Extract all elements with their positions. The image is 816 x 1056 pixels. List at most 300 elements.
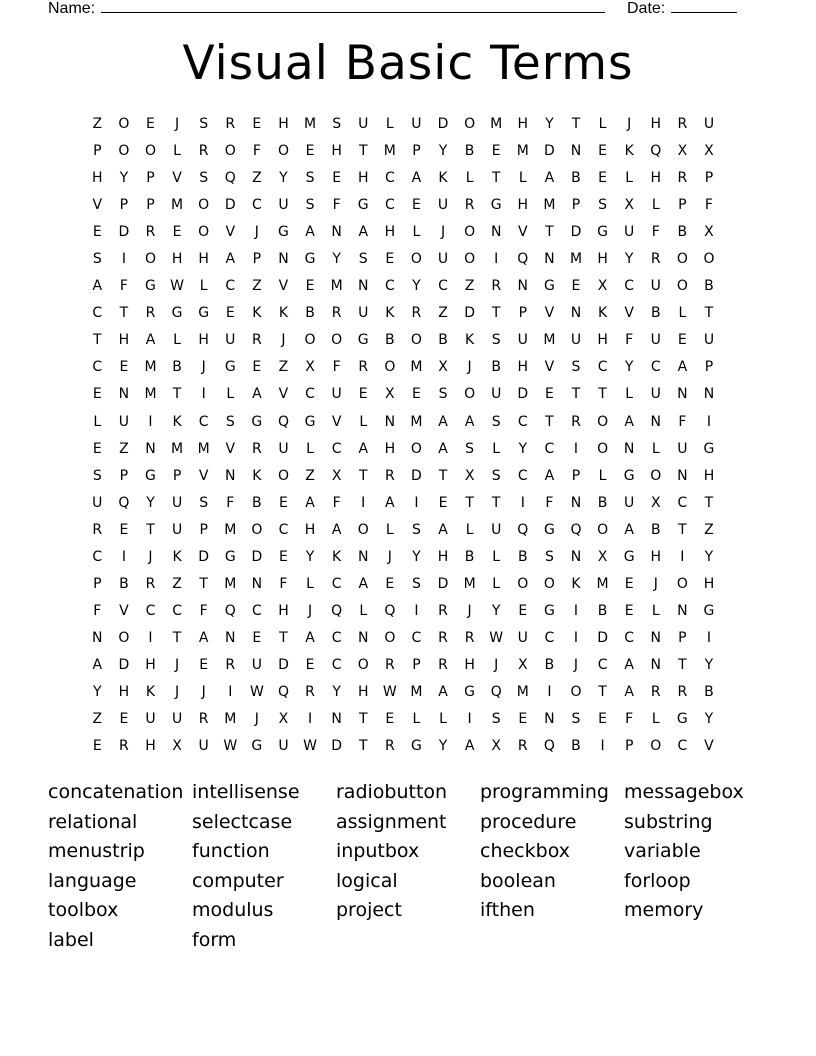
grid-letter: H xyxy=(464,656,475,673)
grid-letter: F xyxy=(332,359,341,376)
grid-letter: H xyxy=(650,116,662,132)
grid-letter: B xyxy=(704,683,714,700)
grid-letter: N xyxy=(357,548,369,565)
grid-letter: C xyxy=(411,629,422,646)
grid-letter: Q xyxy=(384,602,396,619)
grid-letter: B xyxy=(464,143,475,160)
grid-letter: S xyxy=(332,116,342,132)
grid-letter: U xyxy=(278,197,289,214)
grid-letter: C xyxy=(145,602,156,619)
grid-letter: A xyxy=(385,494,395,511)
grid-letter: R xyxy=(384,467,395,484)
grid-letter: N xyxy=(544,251,555,268)
grid-letter: C xyxy=(198,413,209,430)
grid-letter: D xyxy=(437,116,449,132)
grid-letter: O xyxy=(517,575,529,592)
grid-letter: N xyxy=(384,413,396,430)
grid-letter: P xyxy=(93,575,102,592)
grid-letter: P xyxy=(146,170,155,187)
grid-letter: A xyxy=(438,683,448,700)
grid-letter: L xyxy=(465,170,474,187)
word-bank-item: inputbox xyxy=(336,840,420,863)
grid-letter: E xyxy=(411,386,421,403)
grid-letter: M xyxy=(330,278,343,295)
date-label: Date: xyxy=(627,0,666,17)
grid-letter: T xyxy=(358,711,368,728)
grid-letter: U xyxy=(491,386,502,403)
grid-letter: V xyxy=(704,738,714,755)
grid-letter: G xyxy=(224,548,236,565)
grid-letter: S xyxy=(571,711,581,728)
grid-letter: E xyxy=(518,711,528,728)
grid-letter: P xyxy=(172,467,182,484)
grid-letter: X xyxy=(518,656,528,673)
grid-letter: E xyxy=(518,602,528,619)
grid-letter: F xyxy=(545,494,554,511)
grid-letter: M xyxy=(569,251,583,268)
grid-letter: N xyxy=(357,278,369,295)
grid-letter: T xyxy=(119,305,129,322)
grid-letter: Z xyxy=(92,711,103,728)
grid-letter: G xyxy=(464,683,476,700)
grid-letter: D xyxy=(118,224,130,241)
grid-letter: A xyxy=(358,224,369,241)
grid-letter: T xyxy=(438,467,448,484)
word-bank-item: radiobutton xyxy=(336,781,448,803)
grid-letter: O xyxy=(410,251,422,268)
grid-letter: G xyxy=(623,467,635,484)
grid-letter: J xyxy=(387,548,392,565)
grid-letter: A xyxy=(544,467,555,484)
grid-letter: R xyxy=(464,197,475,214)
grid-letter: E xyxy=(279,548,288,565)
grid-letter: A xyxy=(464,738,475,755)
grid-letter: I xyxy=(706,413,712,430)
grid-letter: L xyxy=(173,143,181,160)
grid-letter: R xyxy=(571,413,581,430)
grid-letter: L xyxy=(651,197,660,214)
grid-letter: Q xyxy=(570,521,582,538)
grid-letter: H xyxy=(650,170,662,187)
grid-letter: T xyxy=(678,521,687,538)
grid-letter: Q xyxy=(490,683,502,700)
word-bank-item: label xyxy=(48,928,94,951)
grid-letter: Y xyxy=(146,494,155,511)
grid-letter: E xyxy=(252,116,262,132)
word-bank-item: checkbox xyxy=(480,840,570,863)
word-bank-item: programming xyxy=(480,781,609,803)
grid-letter: O xyxy=(384,359,396,376)
grid-letter: G xyxy=(304,251,316,268)
word-bank-item: modulus xyxy=(192,899,274,922)
grid-letter: U xyxy=(703,116,715,132)
grid-letter: P xyxy=(119,197,129,214)
grid-letter: I xyxy=(361,494,366,511)
grid-letter: J xyxy=(573,656,579,673)
grid-letter: N xyxy=(570,494,582,511)
grid-letter: T xyxy=(571,116,581,132)
grid-letter: U xyxy=(171,711,183,728)
grid-letter: A xyxy=(438,440,448,457)
grid-letter: R xyxy=(145,305,156,322)
grid-letter: L xyxy=(306,440,314,457)
grid-letter: L xyxy=(359,413,368,430)
grid-letter: V xyxy=(331,413,342,430)
grid-letter: P xyxy=(678,629,687,646)
grid-letter: V xyxy=(518,224,528,241)
grid-letter: C xyxy=(172,602,182,619)
grid-letter: O xyxy=(224,143,236,160)
grid-letter: H xyxy=(703,467,715,484)
grid-letter: H xyxy=(384,440,396,457)
grid-letter: Q xyxy=(517,251,529,268)
grid-letter: N xyxy=(278,251,289,268)
grid-letter: U xyxy=(225,332,236,349)
grid-letter: K xyxy=(571,575,581,592)
grid-letter: V xyxy=(278,386,289,403)
grid-letter: X xyxy=(172,738,182,755)
grid-letter: C xyxy=(92,305,103,322)
word-bank-item: relational xyxy=(48,810,138,833)
grid-letter: N xyxy=(570,305,582,322)
grid-letter: N xyxy=(251,575,263,592)
grid-letter: U xyxy=(703,332,715,349)
grid-letter: S xyxy=(598,197,608,214)
grid-letter: I xyxy=(706,629,712,646)
grid-letter: N xyxy=(225,467,236,484)
grid-letter: D xyxy=(570,224,582,241)
grid-letter: R xyxy=(384,738,395,755)
grid-letter: Q xyxy=(224,170,236,187)
grid-letter: L xyxy=(651,711,660,728)
grid-letter: N xyxy=(570,143,582,160)
grid-letter: R xyxy=(650,251,661,268)
word-bank-item: form xyxy=(192,928,237,951)
grid-letter: G xyxy=(357,197,369,214)
name-label: Name: xyxy=(48,0,96,17)
grid-letter: F xyxy=(199,602,208,619)
grid-letter: U xyxy=(437,197,449,214)
grid-letter: H xyxy=(278,116,289,132)
grid-letter: C xyxy=(331,656,342,673)
grid-letter: B xyxy=(544,656,555,673)
grid-letter: F xyxy=(119,278,128,295)
grid-letter: A xyxy=(464,413,475,430)
grid-letter: K xyxy=(145,683,156,700)
grid-letter: G xyxy=(278,224,289,241)
grid-letter: E xyxy=(305,278,315,295)
grid-letter: B xyxy=(464,548,475,565)
grid-letter: S xyxy=(438,386,448,403)
grid-letter: R xyxy=(225,116,236,132)
grid-letter: H xyxy=(597,332,608,349)
grid-letter: S xyxy=(544,548,554,565)
grid-letter: R xyxy=(145,575,156,592)
grid-letter: T xyxy=(93,332,102,349)
grid-letter: O xyxy=(597,521,609,538)
grid-letter: O xyxy=(304,332,316,349)
grid-letter: S xyxy=(491,332,501,349)
grid-letter: G xyxy=(145,278,156,295)
grid-letter: U xyxy=(251,656,262,673)
grid-letter: M xyxy=(490,116,503,132)
grid-letter: P xyxy=(412,656,421,673)
grid-letter: E xyxy=(411,197,421,214)
grid-letter: H xyxy=(118,332,130,349)
grid-letter: H xyxy=(703,575,715,592)
grid-letter: F xyxy=(704,197,713,214)
grid-letter: U xyxy=(331,386,342,403)
grid-letter: N xyxy=(331,224,342,241)
grid-letter: G xyxy=(198,305,210,322)
grid-letter: I xyxy=(547,683,552,700)
grid-letter: D xyxy=(118,656,130,673)
grid-letter: T xyxy=(678,656,687,673)
date-field xyxy=(627,0,737,18)
grid-letter: U xyxy=(358,305,369,322)
grid-letter: O xyxy=(597,440,609,457)
grid-letter: F xyxy=(226,494,235,511)
grid-letter: N xyxy=(570,548,582,565)
grid-letter: C xyxy=(517,467,528,484)
grid-letter: E xyxy=(92,738,102,755)
grid-letter: R xyxy=(438,602,448,619)
grid-letter: H xyxy=(517,359,529,376)
grid-letter: M xyxy=(224,711,237,728)
grid-letter: Y xyxy=(545,116,554,132)
grid-letter: H xyxy=(357,683,369,700)
grid-letter: U xyxy=(517,629,528,646)
grid-letter: E xyxy=(598,170,607,187)
grid-letter: E xyxy=(358,386,368,403)
grid-letter: A xyxy=(624,683,634,700)
grid-letter: T xyxy=(704,305,714,322)
grid-letter: Y xyxy=(332,251,341,268)
grid-letter: B xyxy=(252,494,262,511)
grid-letter: Q xyxy=(224,602,236,619)
grid-letter: O xyxy=(251,521,263,538)
grid-letter: X xyxy=(464,467,475,484)
grid-letter: U xyxy=(437,251,449,268)
grid-letter: G xyxy=(543,278,555,295)
word-bank-item: forloop xyxy=(624,869,691,892)
grid-letter: P xyxy=(93,143,102,160)
grid-letter: L xyxy=(385,116,394,132)
grid-letter: A xyxy=(624,656,634,673)
word-bank-item: messagebox xyxy=(624,781,744,803)
grid-letter: B xyxy=(491,359,501,376)
grid-letter: C xyxy=(384,197,395,214)
grid-letter: S xyxy=(465,440,475,457)
grid-letter: T xyxy=(598,683,607,700)
grid-letter: O xyxy=(650,467,662,484)
grid-letter: L xyxy=(651,440,660,457)
grid-letter: Q xyxy=(543,738,555,755)
grid-letter: L xyxy=(492,440,501,457)
grid-letter: B xyxy=(517,548,528,565)
grid-letter: F xyxy=(625,711,634,728)
grid-letter: X xyxy=(278,711,289,728)
grid-letter: Y xyxy=(518,440,528,457)
grid-letter: U xyxy=(677,440,688,457)
grid-letter: J xyxy=(175,116,180,132)
grid-letter: Y xyxy=(93,683,102,700)
grid-letter: G xyxy=(251,413,263,430)
grid-letter: R xyxy=(251,332,262,349)
grid-letter: C xyxy=(384,278,395,295)
grid-letter: L xyxy=(306,575,314,592)
grid-letter: B xyxy=(571,738,581,755)
grid-letter: O xyxy=(410,440,422,457)
grid-letter: E xyxy=(598,143,607,160)
grid-letter: K xyxy=(438,170,448,187)
grid-letter: V xyxy=(225,224,236,241)
grid-letter: X xyxy=(385,386,395,403)
grid-letter: J xyxy=(467,602,472,619)
grid-letter: K xyxy=(385,305,395,322)
grid-letter: Q xyxy=(650,143,662,160)
grid-letter: N xyxy=(357,629,369,646)
grid-letter: J xyxy=(201,683,206,700)
grid-letter: A xyxy=(624,413,634,430)
grid-letter: O xyxy=(676,251,688,268)
grid-letter: A xyxy=(145,332,156,349)
grid-letter: H xyxy=(384,224,396,241)
grid-letter: L xyxy=(359,602,368,619)
grid-letter: O xyxy=(277,467,289,484)
grid-letter: D xyxy=(198,548,210,565)
grid-letter: R xyxy=(438,656,448,673)
grid-letter: G xyxy=(543,521,555,538)
grid-letter: B xyxy=(438,332,448,349)
grid-letter: X xyxy=(331,467,342,484)
grid-letter: H xyxy=(517,197,529,214)
grid-letter: B xyxy=(677,224,688,241)
grid-letter: E xyxy=(199,656,209,673)
grid-letter: O xyxy=(464,386,476,403)
grid-letter: A xyxy=(252,386,262,403)
word-bank-item: procedure xyxy=(480,810,577,833)
grid-letter: U xyxy=(491,521,502,538)
grid-letter: K xyxy=(278,305,289,322)
grid-letter: L xyxy=(439,711,447,728)
grid-letter: V xyxy=(225,440,236,457)
grid-letter: I xyxy=(414,494,419,511)
grid-letter: O xyxy=(118,143,130,160)
grid-letter: T xyxy=(545,413,554,430)
grid-letter: G xyxy=(490,197,502,214)
grid-letter: E xyxy=(252,359,262,376)
grid-letter: I xyxy=(680,548,685,565)
grid-letter: H xyxy=(92,170,103,187)
grid-letter: A xyxy=(438,521,448,538)
grid-letter: E xyxy=(571,278,581,295)
grid-letter: G xyxy=(676,711,688,728)
grid-letter: F xyxy=(279,575,288,592)
grid-letter: Q xyxy=(331,602,343,619)
grid-letter: G xyxy=(703,440,715,457)
grid-letter: S xyxy=(199,170,209,187)
grid-letter: H xyxy=(304,521,316,538)
word-search-grid xyxy=(84,111,722,760)
grid-letter: C xyxy=(331,629,342,646)
grid-letter: C xyxy=(92,359,103,376)
grid-letter: H xyxy=(145,656,156,673)
grid-letter: D xyxy=(331,738,343,755)
grid-letter: M xyxy=(410,359,423,376)
grid-letter: P xyxy=(252,251,262,268)
grid-letter: J xyxy=(307,602,313,619)
grid-letter: L xyxy=(173,332,181,349)
grid-letter: L xyxy=(199,278,208,295)
grid-letter: J xyxy=(254,224,259,241)
grid-letter: I xyxy=(467,711,472,728)
grid-letter: E xyxy=(544,386,554,403)
grid-letter: Z xyxy=(278,359,289,376)
grid-letter: S xyxy=(571,359,581,376)
grid-letter: S xyxy=(491,467,501,484)
grid-letter: Z xyxy=(119,440,129,457)
grid-letter: N xyxy=(677,602,688,619)
grid-letter: D xyxy=(437,575,449,592)
grid-letter: E xyxy=(146,116,155,132)
grid-letter: O xyxy=(597,413,609,430)
grid-letter: R xyxy=(92,521,103,538)
grid-letter: B xyxy=(650,521,661,538)
grid-letter: R xyxy=(251,440,262,457)
grid-letter: Y xyxy=(412,548,421,565)
grid-letter: C xyxy=(517,413,528,430)
grid-letter: H xyxy=(278,602,289,619)
grid-letter: N xyxy=(703,386,715,403)
grid-letter: D xyxy=(224,197,236,214)
grid-letter: J xyxy=(148,548,153,565)
grid-letter: I xyxy=(228,683,233,700)
grid-letter: Z xyxy=(92,116,103,132)
grid-letter: C xyxy=(650,359,661,376)
grid-letter: U xyxy=(650,332,661,349)
grid-letter: P xyxy=(146,197,155,214)
grid-letter: G xyxy=(703,602,715,619)
grid-letter: P xyxy=(678,197,687,214)
grid-letter: I xyxy=(573,440,579,457)
grid-letter: Y xyxy=(332,683,341,700)
grid-letter: K xyxy=(252,305,262,322)
grid-letter: L xyxy=(598,467,607,484)
grid-letter: E xyxy=(279,494,288,511)
grid-letter: P xyxy=(518,305,528,322)
grid-letter: R xyxy=(464,629,475,646)
grid-letter: G xyxy=(357,332,369,349)
grid-letter: B xyxy=(597,602,608,619)
grid-letter: M xyxy=(410,413,423,430)
grid-letter: L xyxy=(625,386,634,403)
grid-letter: H xyxy=(198,251,209,268)
grid-letter: K xyxy=(465,332,475,349)
grid-letter: X xyxy=(704,224,714,241)
grid-letter: T xyxy=(491,494,501,511)
grid-letter: D xyxy=(251,548,263,565)
grid-letter: Z xyxy=(438,305,448,322)
grid-letter: S xyxy=(225,413,235,430)
grid-letter: V xyxy=(198,467,209,484)
grid-letter: R xyxy=(305,683,315,700)
grid-letter: E xyxy=(92,386,102,403)
grid-letter: H xyxy=(331,143,342,160)
grid-letter: O xyxy=(384,629,396,646)
grid-letter: H xyxy=(650,548,662,565)
grid-letter: A xyxy=(305,629,315,646)
